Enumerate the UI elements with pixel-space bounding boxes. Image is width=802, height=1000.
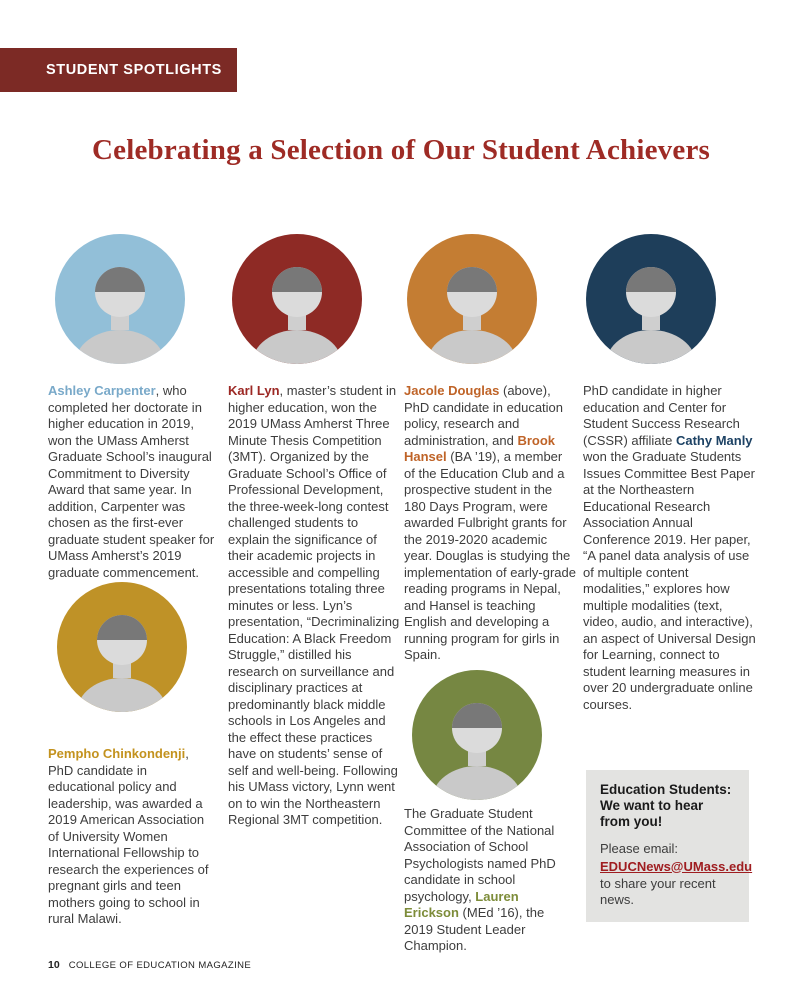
portrait-silhouette-icon <box>412 670 542 800</box>
jacole-douglas-brook-hansel-paragraph: Jacole Douglas (above), PhD candidate in education policy, research and administration, and Brook Hansel (BA ’19), a member of the Education Club and a prospective student in the 180 Days Program, were awarded Fulbright grants for the 2019-2020 academic year. Douglas is studying the implementation of early-grade reading programs in Nepal, and Hansel is teaching English and developing a running program for girls in Spain. <box>404 383 576 662</box>
page-footer <box>48 959 251 971</box>
callout-intro: Please email: <box>600 841 679 856</box>
contact-callout-box <box>586 770 753 922</box>
pempho-chinkondenji-paragraph: Pempho Chinkondenji, PhD candidate in educational policy and leadership, was awarded a 2019 American Association of University Women International Fellowship to research the experiences of pregnant girls and teen mothers going to school in rural Malawi. <box>48 746 209 926</box>
section-banner <box>0 48 237 92</box>
lauren-erickson-paragraph: The Graduate Student Committee of the National Association of School Psychologists named PhD candidate in school psychology, Lauren Erickson (MEd ’16), the 2019 Student Leader Champion. <box>404 806 556 953</box>
pempho-chinkondenji-photo <box>57 582 187 712</box>
callout-outro: to share your recent news. <box>600 875 716 907</box>
portrait-silhouette-icon <box>232 234 362 364</box>
cathy-manly-paragraph: PhD candidate in higher education and Center for Student Success Research (CSSR) affiliate Cathy Manly won the Graduate Students Issues Committee Best Paper at the Northeastern Educational Research Association Annual Conference 2019. Her paper, “A panel data analysis of use of multiple content modalities,” explores how multiple modalities (text, video, audio, and interactive), an aspect of Universal Design for Learning, connect to student learning measures in over 20 undergraduate online courses. <box>583 383 756 712</box>
karl-lyn-paragraph: Karl Lyn, master’s student in higher education, won the 2019 UMass Amherst Three Minute Thesis Competition (3MT). Organized by the Graduate School’s Office of Professional Development, the three-week-long contest challenged students to explain the significance of their academic projects in accessible and compelling presentations totaling three minutes or less. Lyn’s presentation, “Decriminalizing Education: A Black Freedom Struggle,” distilled his research on surveillance and disciplinary practices at predominantly black middle schools in Los Angeles and the effect these practices have on students’ sense of self and well-being. Following his UMass victory, Lynn went on to win the Northeastern Regional 3MT competition. <box>228 383 400 827</box>
callout-heading: Education Students: We want to hear from you! <box>600 782 732 829</box>
karl-lyn-photo <box>232 234 362 364</box>
magazine-name: COLLEGE OF EDUCATION MAGAZINE <box>68 960 252 971</box>
section-banner-label: STUDENT SPOTLIGHTS <box>46 62 222 78</box>
ashley-carpenter-paragraph: Ashley Carpenter, who completed her doctorate in higher education in 2019, won the UMass Amherst Graduate School’s inaugural Commitment to Diversity Award that same year. In addition, Carpenter was chosen as the first-ever graduate student speaker for UMass Amherst’s 2019 graduate commencement. <box>48 383 215 580</box>
portrait-silhouette-icon <box>57 582 187 712</box>
email-link[interactable]: EDUCNews@UMass.edu <box>600 858 753 874</box>
jacole-douglas-photo <box>407 234 537 364</box>
portrait-silhouette-icon <box>407 234 537 364</box>
cathy-manly-photo <box>586 234 716 364</box>
lauren-erickson-photo <box>412 670 542 800</box>
ashley-carpenter-photo <box>55 234 185 364</box>
page-number: 10 <box>48 959 60 971</box>
portrait-silhouette-icon <box>586 234 716 364</box>
page-title: Celebrating a Selection of Our Student Achievers <box>91 134 711 166</box>
portrait-silhouette-icon <box>55 234 185 364</box>
